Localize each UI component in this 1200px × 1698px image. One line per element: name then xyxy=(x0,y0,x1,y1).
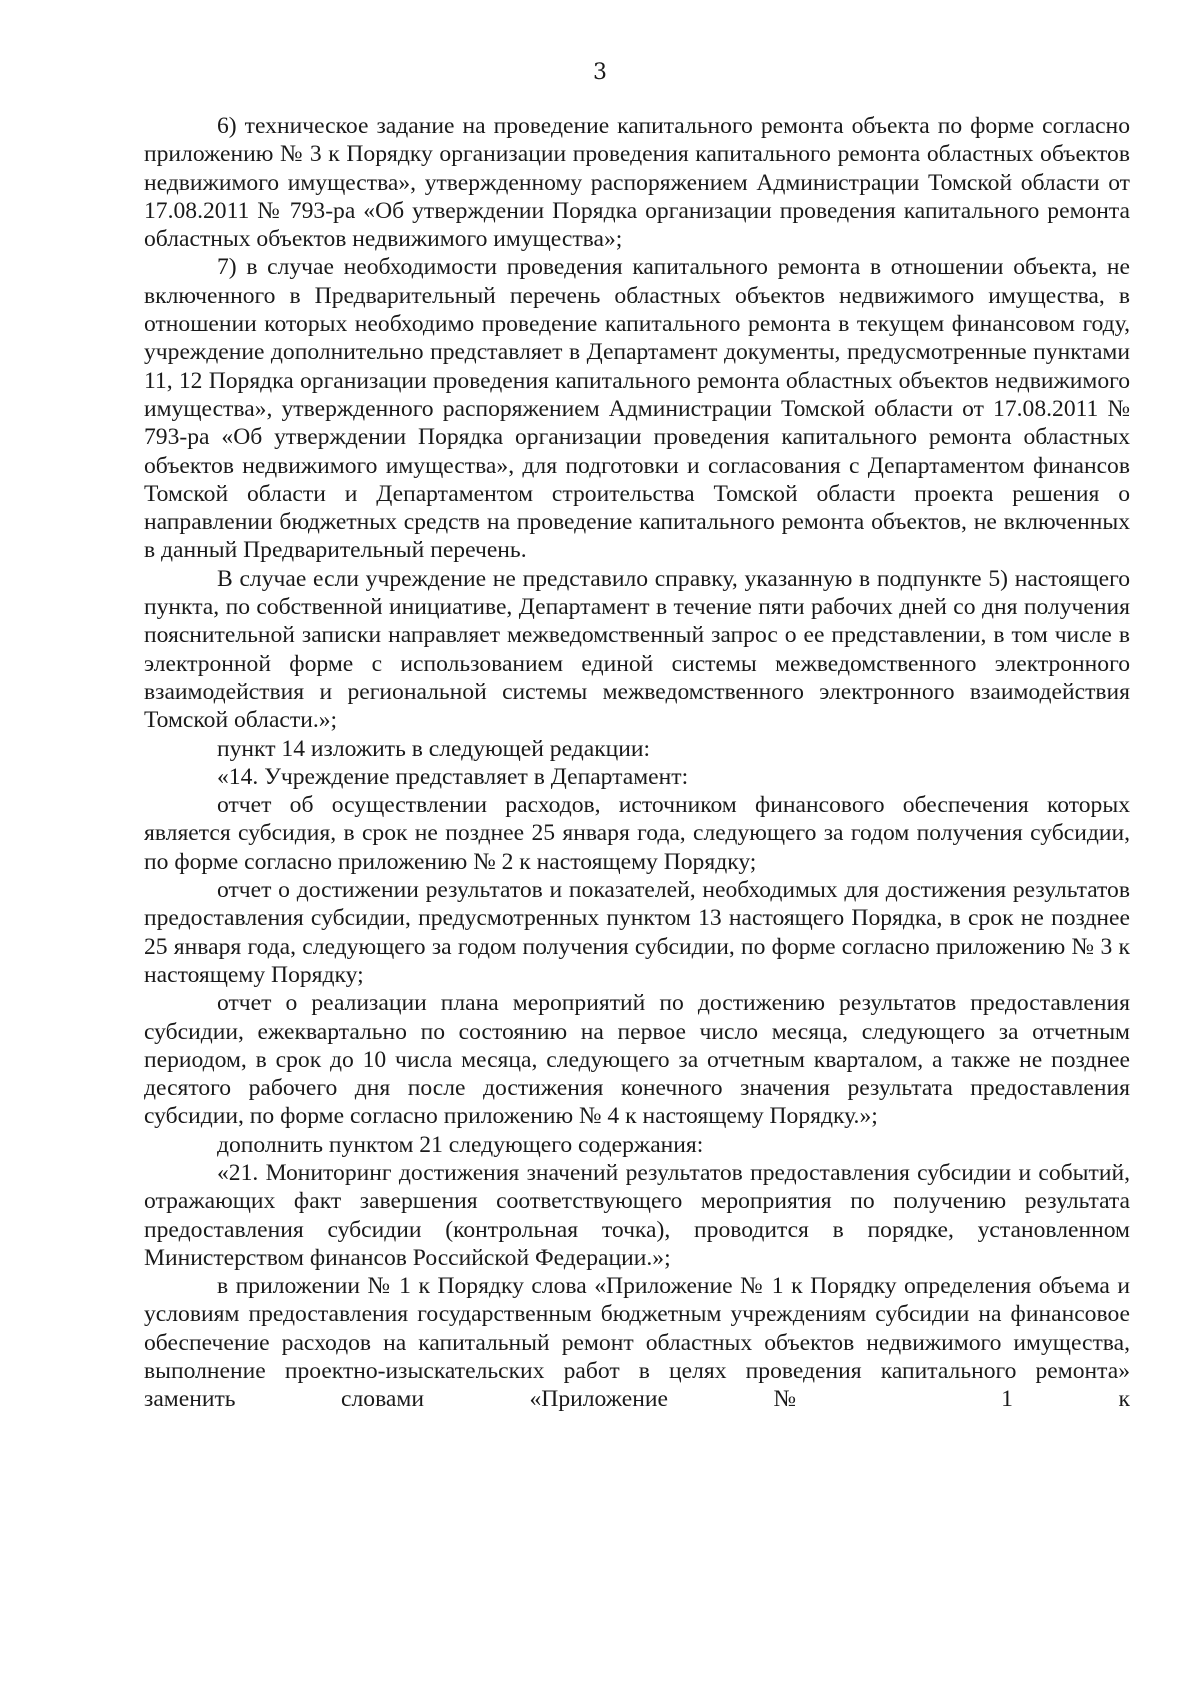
paragraph-punkt-14-intro: пункт 14 изложить в следующей редакции: xyxy=(217,735,651,762)
paragraph-report-expenses: отчет об осуществлении расходов, источником финансового обеспечения которых является субсидия, в срок не позднее 25 января года, следующего за годом получения субсидии, по форме согласно приложению № 2 к настоящему Порядку; xyxy=(144,792,1130,875)
paragraph-item-6: 6) техническое задание на проведение капитального ремонта объекта по форме согласно приложению № 3 к Порядку организации проведения капитального ремонта областных объектов недвижимого имущества», утвержденному распоряжением Администрации Томской области от 17.08.2011 № 793-ра «Об утверждении Порядка организации проведения капитального ремонта областных объектов недвижимого имущества»; xyxy=(144,113,1130,253)
page-number: 3 xyxy=(593,60,607,85)
paragraph-item-7: 7) в случае необходимости проведения капитального ремонта в отношении объекта, не включенного в Предварительный перечень областных объектов недвижимого имущества, в отношении которых необходимо проведение капитального ремонта в текущем финансовом году, учреждение дополнительно представляет в Департамент документы, предусмотренные пунктами 11, 12 Порядка организации проведения капитального ремонта областных объектов недвижимого имущества», утвержденного распоряжением Администрации Томской области от 17.08.2011 № 793-ра «Об утверждении Порядка организации проведения капитального ремонта областных объектов недвижимого имущества», для подготовки и согласования с Департаментом финансов Томской области и Департаментом строительства Томской области проекта решения о направлении бюджетных средств на проведение капитального ремонта объектов, не включенных в данный Предварительный перечень. xyxy=(144,254,1130,564)
paragraph-punkt-14-heading: «14. Учреждение представляет в Департамент: xyxy=(217,763,689,790)
paragraph-spravka: В случае если учреждение не представило справку, указанную в подпункте 5) настоящего пункта, по собственной инициативе, Департамент в течение пяти рабочих дней со дня получения пояснительной записки направляет межведомственный запрос о ее представлении, в том числе в электронной форме с использованием единой системы межведомственного электронного взаимодействия и региональной системы межведомственного электронного взаимодействия Томской области.»; xyxy=(144,565,1130,734)
document-body xyxy=(144,112,1130,1414)
paragraph-punkt-21-text: «21. Мониторинг достижения значений результатов предоставления субсидии и событий, отражающих факт завершения соответствующего мероприятия по получению результата предоставления субсидии (контрольная точка), проводится в порядке, установленном Министерством финансов Российской Федерации.»; xyxy=(144,1159,1130,1271)
paragraph-punkt-21-intro: дополнить пунктом 21 следующего содержания: xyxy=(217,1131,704,1158)
paragraph-report-plan: отчет о реализации плана мероприятий по достижению результатов предоставления субсидии, ежеквартально по состоянию на первое число месяца, следующего за отчетным периодом, в срок до 10 числа месяца, следующего за отчетным кварталом, а также не позднее десятого рабочего дня после достижения конечного значения результата предоставления субсидии, по форме согласно приложению № 4 к настоящему Порядку.»; xyxy=(144,990,1130,1130)
paragraph-report-results: отчет о достижении результатов и показателей, необходимых для достижения результатов предоставления субсидии, предусмотренных пунктом 13 настоящего Порядка, в срок не позднее 25 января года, следующего за годом получения субсидии, по форме согласно приложению № 3 к настоящему Порядку; xyxy=(144,877,1130,988)
paragraph-appendix-1: в приложении № 1 к Порядку слова «Приложение № 1 к Порядку определения объема и условиям предоставления государственным бюджетным учреждениям субсидии на финансовое обеспечение расходов на капитальный ремонт областных объектов недвижимого имущества, выполнение проектно-изыскательских работ в целях проведения капитального ремонта» заменить словами «Приложение № 1 к xyxy=(144,1273,1130,1413)
